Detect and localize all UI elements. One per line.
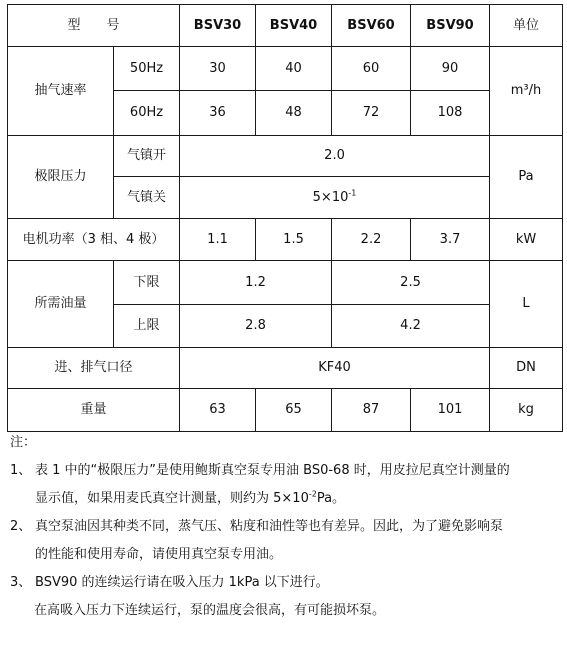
pumping-speed-60hz-bsv30: 36 [180, 91, 256, 136]
note-item-2 [10, 517, 562, 573]
note-item-3 [10, 573, 562, 601]
note-text-exponent: -2 [308, 489, 317, 499]
weight-label: 重量 [8, 389, 180, 432]
motor-power-bsv60: 2.2 [332, 219, 411, 261]
oil-lower-large: 2.5 [332, 261, 490, 305]
oil-lower-label: 下限 [114, 261, 180, 305]
note-text: 表 1 中的“极限压力”是使用鲍斯真空泵专用油 BS0-68 时，用皮拉尼真空计测量的 [35, 463, 510, 478]
model-header-bsv40: BSV40 [256, 5, 332, 47]
ultimate-pressure-label: 极限压力 [8, 136, 114, 219]
pumping-speed-50hz-bsv30: 30 [180, 47, 256, 91]
motor-power-row [8, 219, 563, 261]
pumping-speed-60hz-bsv60: 72 [332, 91, 411, 136]
freq-60hz-label: 60Hz [114, 91, 180, 136]
weight-bsv90: 101 [411, 389, 490, 432]
weight-row [8, 389, 563, 432]
port-unit: DN [490, 348, 563, 389]
gas-ballast-closed-label: 气镇关 [114, 177, 180, 219]
note-number: 1、 [10, 463, 32, 478]
motor-power-unit: kW [490, 219, 563, 261]
note-item-1 [10, 461, 562, 517]
model-header-bsv90: BSV90 [411, 5, 490, 47]
note-number: 2、 [10, 519, 32, 534]
spec-table [7, 4, 563, 432]
note-text-post: Pa。 [316, 491, 346, 506]
port-row [8, 348, 563, 389]
pumping-speed-50hz-bsv90: 90 [411, 47, 490, 91]
motor-power-bsv90: 3.7 [411, 219, 490, 261]
notes-section [10, 433, 562, 629]
ultimate-pressure-closed-exponent: -1 [348, 188, 357, 198]
note-body [35, 573, 562, 601]
freq-50hz-label: 50Hz [114, 47, 180, 91]
weight-bsv60: 87 [332, 389, 411, 432]
oil-quantity-unit: L [490, 261, 563, 348]
note-text-pre: 显示值，如果用麦氏真空计测量，则约为 5×10 [35, 491, 309, 506]
oil-upper-label: 上限 [114, 305, 180, 348]
port-label: 进、排气口径 [8, 348, 180, 389]
ultimate-pressure-open-row [8, 136, 563, 177]
pumping-speed-50hz-row [8, 47, 563, 91]
port-value: KF40 [180, 348, 490, 389]
ultimate-pressure-unit: Pa [490, 136, 563, 219]
note-text-continued [35, 489, 562, 517]
ultimate-pressure-closed-base: 5×10 [312, 189, 349, 205]
model-header: 型 号 [8, 5, 180, 47]
oil-upper-large: 4.2 [332, 305, 490, 348]
note-text: BSV90 的连续运行请在吸入压力 1kPa 以下进行。 [35, 575, 329, 590]
oil-quantity-label: 所需油量 [8, 261, 114, 348]
oil-upper-small: 2.8 [180, 305, 332, 348]
motor-power-bsv30: 1.1 [180, 219, 256, 261]
oil-lower-row [8, 261, 563, 305]
note-number: 3、 [10, 575, 32, 590]
notes-title: 注： [10, 435, 37, 450]
ultimate-pressure-open-value: 2.0 [180, 136, 490, 177]
oil-lower-small: 1.2 [180, 261, 332, 305]
note-body [35, 461, 562, 517]
weight-bsv30: 63 [180, 389, 256, 432]
pumping-speed-60hz-bsv40: 48 [256, 91, 332, 136]
note-text-continued: 的性能和使用寿命，请使用真空泵专用油。 [35, 547, 283, 562]
pumping-speed-50hz-bsv40: 40 [256, 47, 332, 91]
motor-power-bsv40: 1.5 [256, 219, 332, 261]
model-header-bsv60: BSV60 [332, 5, 411, 47]
pumping-speed-unit: m³/h [490, 47, 563, 136]
note-body [35, 517, 562, 573]
gas-ballast-open-label: 气镇开 [114, 136, 180, 177]
header-row [8, 5, 563, 47]
pumping-speed-50hz-bsv60: 60 [332, 47, 411, 91]
weight-bsv40: 65 [256, 389, 332, 432]
model-header-bsv30: BSV30 [180, 5, 256, 47]
note-text-continued: 在高吸入压力下连续运行，泵的温度会很高，有可能损坏泵。 [34, 603, 386, 618]
note-text: 真空泵油因其种类不同，蒸气压、粘度和油性等也有差异。因此，为了避免影响泵 [35, 519, 504, 534]
unit-header: 单位 [490, 5, 563, 47]
pumping-speed-label: 抽气速率 [8, 47, 114, 136]
motor-power-label: 电机功率（3 相、4 极） [8, 219, 180, 261]
pumping-speed-60hz-bsv90: 108 [411, 91, 490, 136]
ultimate-pressure-closed-value [180, 177, 490, 219]
weight-unit: kg [490, 389, 563, 432]
